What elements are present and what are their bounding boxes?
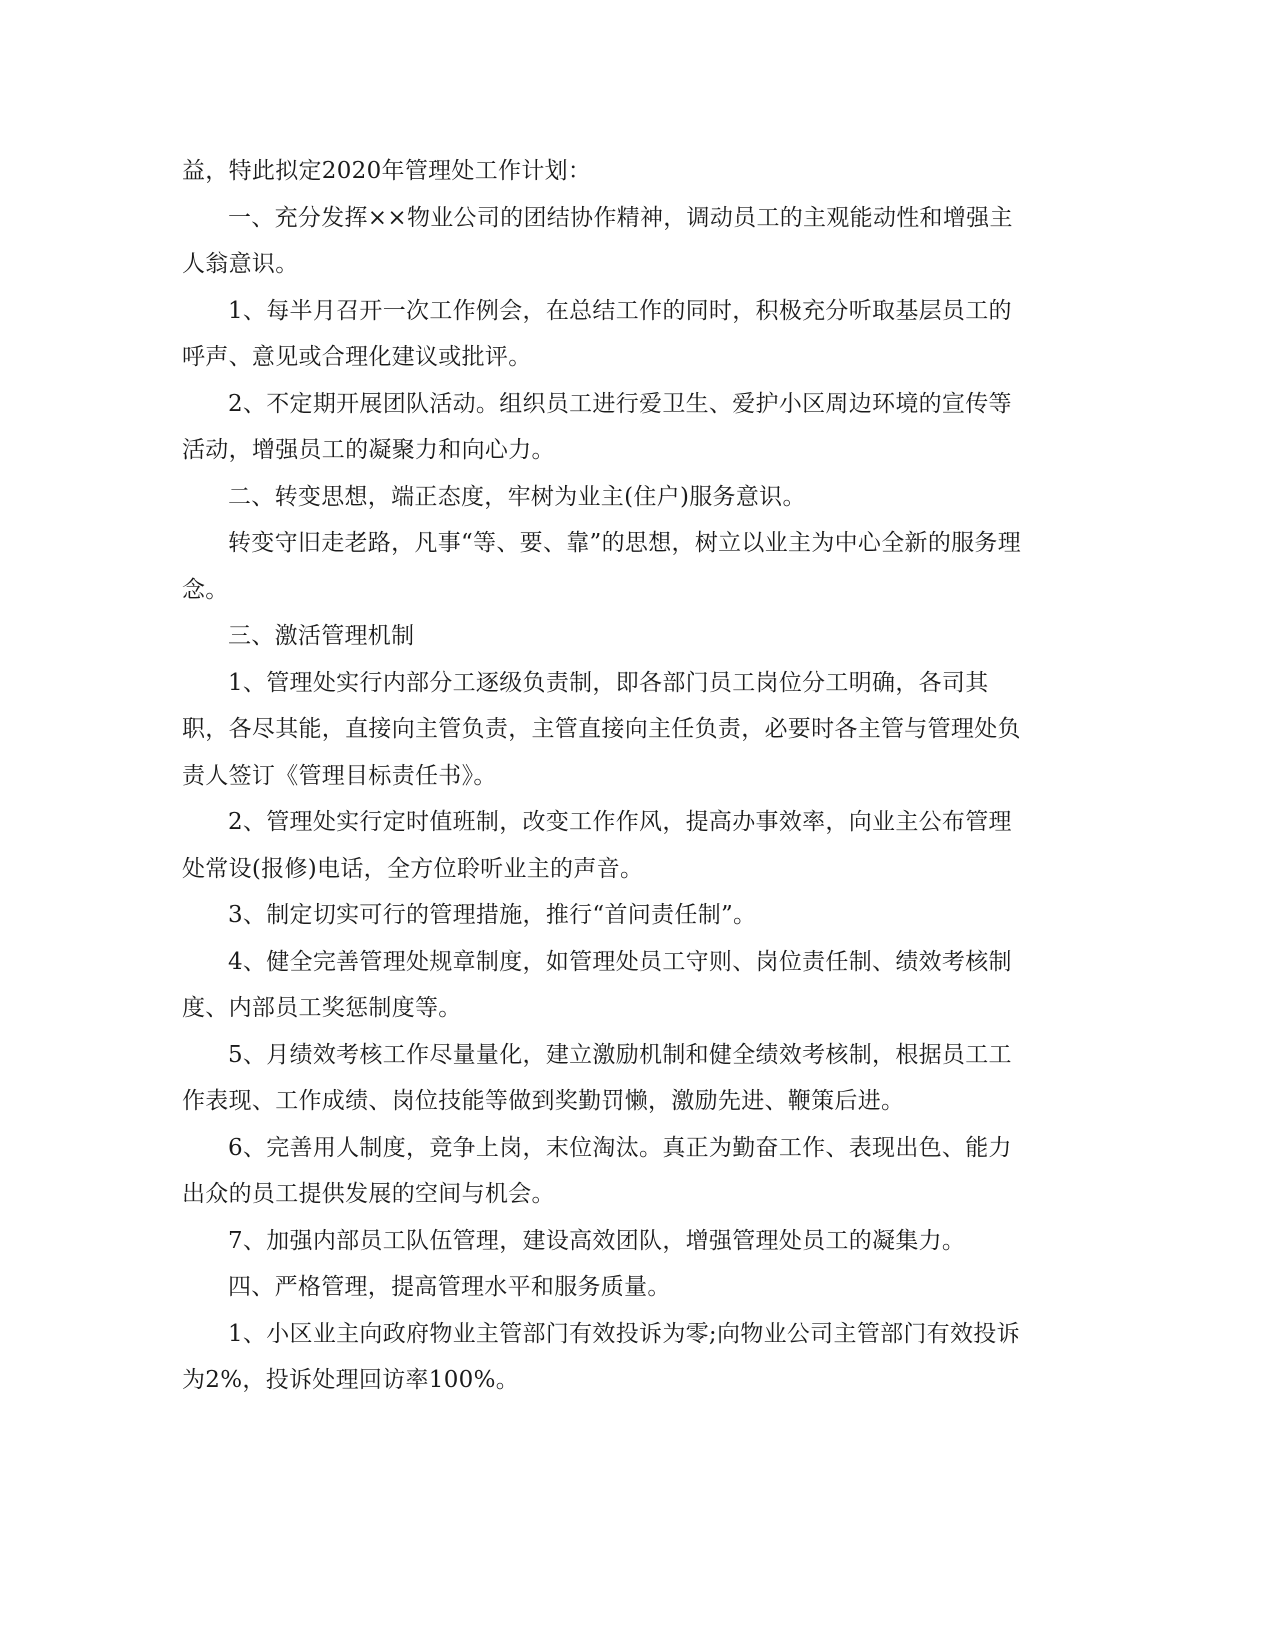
paragraph-section-2-heading: 二、转变思想，端正态度，牢树为业主(住户)服务意识。 bbox=[228, 483, 806, 510]
paragraph-intro-continuation: 益，特此拟定2020年管理处工作计划： bbox=[182, 158, 592, 184]
paragraph-section-3-item-1: 1、管理处实行内部分工逐级负责制，即各部门员工岗位分工明确，各司其职，各尽其能，直接向主管负责，主管直接向主任负责，必要时各主管与管理处负责人签订《管理目标责任书》。 bbox=[182, 669, 1021, 789]
paragraph-section-2-body: 转变守旧走老路，凡事“等、要、靠”的思想，树立以业主为中心全新的服务理念。 bbox=[182, 530, 1022, 603]
paragraph-section-1-heading: 一、充分发挥××物业公司的团结协作精神，调动员工的主观能动性和增强主人翁意识。 bbox=[182, 204, 1013, 277]
paragraph-section-4-heading: 四、严格管理，提高管理水平和服务质量。 bbox=[228, 1274, 671, 1300]
paragraph-section-3-item-3: 3、制定切实可行的管理措施，推行“首问责任制”。 bbox=[228, 902, 757, 928]
paragraph-section-3-item-7: 7、加强内部员工队伍管理，建设高效团队，增强管理处员工的凝集力。 bbox=[228, 1227, 966, 1254]
paragraph-section-3-item-6: 6、完善用人制度，竞争上岗，末位淘汰。真正为勤奋工作、表现出色、能力出众的员工提供发展的空间与机会。 bbox=[182, 1134, 1012, 1207]
document-body bbox=[182, 148, 1032, 1404]
paragraph-section-1-item-2: 2、不定期开展团队活动。组织员工进行爱卫生、爱护小区周边环境的宣传等活动，增强员工的凝聚力和向心力。 bbox=[182, 390, 1012, 463]
paragraph-section-3-item-5: 5、月绩效考核工作尽量量化，建立激励机制和健全绩效考核制，根据员工工作表现、工作成绩、岗位技能等做到奖勤罚懒，激励先进、鞭策后进。 bbox=[182, 1041, 1012, 1114]
paragraph-section-3-item-2: 2、管理处实行定时值班制，改变工作作风，提高办事效率，向业主公布管理处常设(报修)电话，全方位聆听业主的声音。 bbox=[182, 809, 1012, 882]
paragraph-section-1-item-1: 1、每半月召开一次工作例会，在总结工作的同时，积极充分听取基层员工的呼声、意见或合理化建议或批评。 bbox=[182, 297, 1012, 370]
paragraph-section-4-item-1: 1、小区业主向政府物业主管部门有效投诉为零;向物业公司主管部门有效投诉为2%，投诉处理回访率100%。 bbox=[182, 1320, 1020, 1393]
paragraph-section-3-heading: 三、激活管理机制 bbox=[228, 623, 415, 649]
paragraph-section-3-item-4: 4、健全完善管理处规章制度，如管理处员工守则、岗位责任制、绩效考核制度、内部员工奖惩制度等。 bbox=[182, 948, 1012, 1021]
